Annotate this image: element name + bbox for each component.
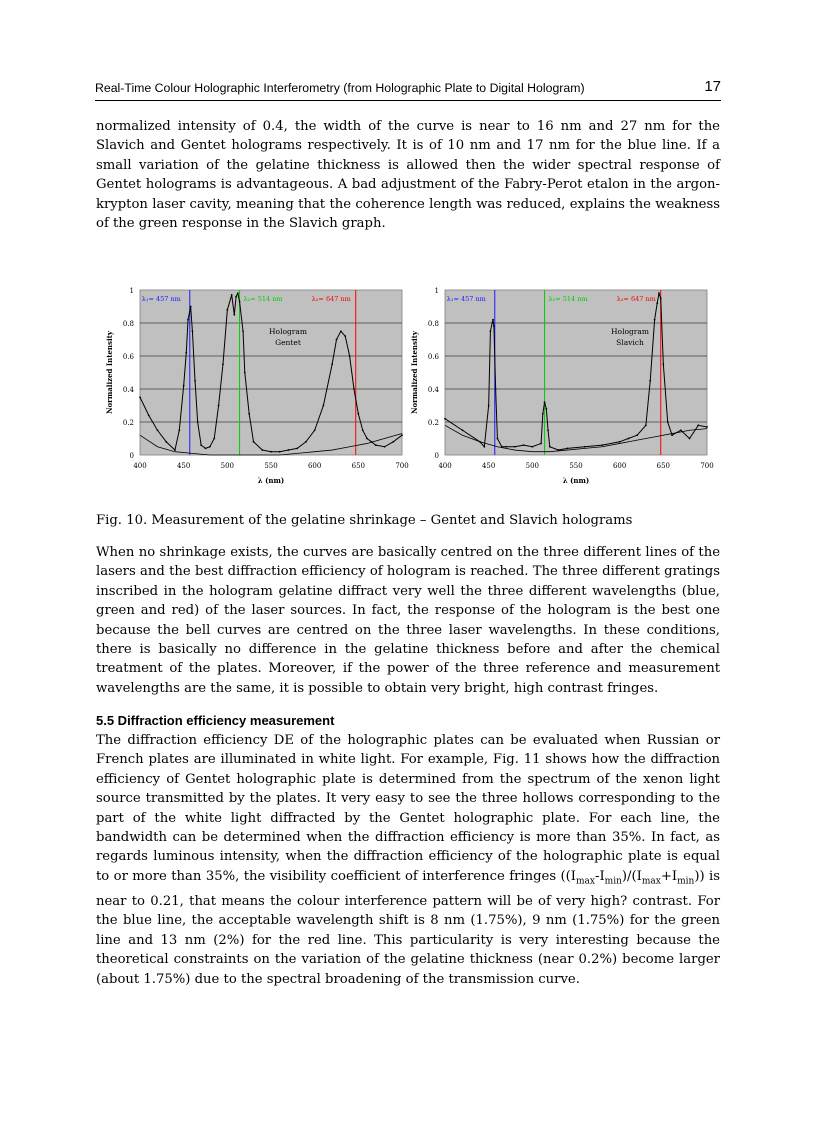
p3-text-e: )) is near to 0.21, that means the colour interference pattern will be of very high? contrast. For the blue line, the acceptable wavelength shift is 8 nm (1.75%), 9 nm (1.75%) for the green line and 13 nm (2%) for the red line. This particularity is very interesting because the theoretical constraints on the variation of the gelatine thickness (near 0.2%) become larger (about 1.75%) due to the spectral broadening of the transmission curve. — [96, 868, 720, 987]
running-header — [95, 78, 721, 101]
laser-label: λ₁= 457 nm — [141, 295, 181, 303]
series-point — [305, 441, 307, 443]
figure-caption: Fig. 10. Measurement of the gelatine shrinkage – Gentet and Slavich holograms — [96, 513, 633, 528]
series-point — [185, 352, 187, 354]
series-point — [178, 429, 180, 431]
sub-min-2: min — [677, 876, 695, 887]
series-point — [488, 405, 490, 407]
y-tick-label: 0 — [434, 452, 439, 460]
series-point — [491, 322, 493, 324]
y-tick-label: 0.8 — [122, 320, 134, 328]
series-point — [248, 413, 250, 415]
y-tick-label: 0.4 — [122, 386, 134, 394]
laser-label: λ₂= 514 nm — [548, 295, 588, 303]
x-tick-label: 600 — [307, 462, 322, 470]
series-point — [187, 319, 189, 321]
chart-slavich — [405, 280, 715, 495]
series-point — [242, 330, 244, 332]
series-point — [336, 339, 338, 341]
series-point — [523, 444, 525, 446]
annotation-line-2: Gentet — [275, 338, 301, 347]
series-point — [222, 363, 224, 365]
series-point — [261, 449, 263, 451]
x-axis-label: λ (nm) — [562, 476, 590, 485]
series-point — [384, 446, 386, 448]
series-point — [531, 446, 533, 448]
series-point — [239, 301, 241, 303]
series-point — [362, 429, 364, 431]
series-point — [697, 424, 699, 426]
series-point — [165, 441, 167, 443]
series-point — [296, 448, 298, 450]
series-point — [209, 446, 211, 448]
series-point — [244, 372, 246, 374]
series-point — [197, 421, 199, 423]
series-point — [157, 429, 159, 431]
series-point — [148, 415, 150, 417]
series-point — [495, 388, 497, 390]
annotation-line-1: Hologram — [611, 327, 649, 336]
sub-min: min — [604, 876, 622, 887]
series-point — [658, 292, 660, 294]
series-point — [183, 385, 185, 387]
series-point — [174, 449, 176, 451]
y-tick-label: 0.2 — [427, 419, 439, 427]
series-point — [667, 421, 669, 423]
series-point — [492, 319, 494, 321]
paragraph-2: When no shrinkage exists, the curves are basically centred on the three different lines of the lasers and the best diffraction efficiency of hologram is reached. The three different gratings inscribed in the hologram gelatine diffract very well the three different wavelengths (blue, green and red) of the laser sources. In fact, the response of the hologram is the best one because the bell curves are centred on the three laser wavelengths. In these conditions, there is basically no difference in the gelatine thickness before and after the chemical treatment of the plates. Moreover, if the power of the three reference and measurement wavelengths are the same, it is possible to obtain very bright, high contrast fringes. — [96, 545, 720, 696]
series-point — [213, 438, 215, 440]
paragraph-1: normalized intensity of 0.4, the width of the curve is near to 16 nm and 27 nm for the Slavich and Gentet holograms respectively. It is of 10 nm and 17 nm for the blue line. If a small variation of the gelatine thickness is allowed then the wider spectral response of Gentet holograms is advantageous. A bad adjustment of the Fabry-Perot etalon in the argon-krypton laser cavity, meaning that the coherence length was reduced, explains the weakness of the green response in the Slavich graph. — [96, 119, 720, 232]
series-point — [344, 335, 346, 337]
series-point — [566, 448, 568, 450]
sub-max-2: max — [641, 876, 661, 887]
series-point — [392, 441, 394, 443]
series-point — [340, 330, 342, 332]
series-point — [349, 355, 351, 357]
series-point — [366, 438, 368, 440]
series-point — [288, 449, 290, 451]
series-point — [357, 413, 359, 415]
x-tick-label: 450 — [481, 462, 496, 470]
x-tick-label: 700 — [700, 462, 714, 470]
series-point — [656, 302, 658, 304]
series-point — [689, 438, 691, 440]
series-point — [680, 429, 682, 431]
x-tick-label: 600 — [612, 462, 627, 470]
series-point — [233, 314, 235, 316]
series-point — [353, 388, 355, 390]
series-point — [200, 444, 202, 446]
series-point — [190, 306, 192, 308]
series-point — [671, 434, 673, 436]
series-point — [706, 426, 708, 428]
p3-text-c: )/(I — [621, 868, 642, 884]
series-point — [493, 325, 495, 327]
laser-label: λ₃= 647 nm — [616, 295, 656, 303]
series-point — [444, 418, 446, 420]
x-tick-label: 550 — [264, 462, 278, 470]
series-point — [323, 405, 325, 407]
y-tick-label: 0.6 — [122, 353, 134, 361]
x-tick-label: 500 — [525, 462, 540, 470]
series-point — [194, 380, 196, 382]
series-point — [279, 451, 281, 453]
annotation-line-2: Slavich — [616, 338, 644, 347]
x-tick-label: 400 — [133, 462, 147, 470]
p3-text-a: The diffraction efficiency DE of the holographic plates can be evaluated when Russian or French plates are illuminated in white light. For example, Fig. 11 shows how the diffraction efficiency of Gentet holographic plate is determined from the spectrum of the xenon light source transmitted by the plates. It very easy to see the three hollows corresponding to the part of the white light diffracted by the Gentet holographic plate. For each line, the bandwidth can be determined when the diffraction efficiency is more than 35%. In fact, as regards luminous intensity, when the diffraction efficiency of the holographic plate is equal to or more than 35%, the visibility coefficient of interference fringes ((I — [96, 733, 720, 884]
x-tick-label: 700 — [395, 462, 409, 470]
y-tick-label: 0 — [129, 452, 134, 460]
x-tick-label: 400 — [438, 462, 452, 470]
x-tick-label: 500 — [220, 462, 235, 470]
series-point — [549, 446, 551, 448]
plot-area — [445, 290, 707, 455]
series-point — [231, 294, 233, 296]
series-point — [584, 446, 586, 448]
series-point — [237, 292, 239, 294]
series-point — [542, 413, 544, 415]
x-tick-label: 650 — [656, 462, 671, 470]
series-point — [497, 438, 499, 440]
series-point — [540, 443, 542, 445]
y-tick-label: 0.2 — [122, 419, 134, 427]
p3-text-b: -I — [595, 868, 605, 884]
y-tick-label: 0.8 — [427, 320, 439, 328]
series-point — [226, 309, 228, 311]
series-point — [619, 441, 621, 443]
series-point — [139, 396, 141, 398]
series-point — [192, 330, 194, 332]
series-point — [514, 446, 516, 448]
sub-max: max — [576, 876, 595, 887]
series-point — [483, 446, 485, 448]
laser-label: λ₂= 514 nm — [243, 295, 283, 303]
paragraph-3 — [96, 731, 720, 989]
series-point — [628, 438, 630, 440]
series-point — [375, 444, 377, 446]
series-point — [645, 424, 647, 426]
series-point — [218, 405, 220, 407]
x-tick-label: 550 — [569, 462, 583, 470]
series-point — [270, 451, 272, 453]
chart-gentet — [100, 280, 410, 495]
series-point — [314, 429, 316, 431]
series-point — [462, 429, 464, 431]
series-point — [601, 444, 603, 446]
series-point — [490, 330, 492, 332]
y-tick-label: 0.6 — [427, 353, 439, 361]
series-point — [331, 363, 333, 365]
p3-text-d: +I — [660, 868, 678, 884]
x-tick-label: 650 — [351, 462, 366, 470]
series-point — [205, 448, 207, 450]
series-point — [662, 363, 664, 365]
series-point — [253, 441, 255, 443]
series-point — [636, 434, 638, 436]
series-point — [505, 446, 507, 448]
y-tick-label: 0.4 — [427, 386, 439, 394]
series-point — [545, 408, 547, 410]
series-point — [660, 297, 662, 299]
x-axis-label: λ (nm) — [257, 476, 285, 485]
series-point — [544, 401, 546, 403]
laser-label: λ₁= 457 nm — [446, 295, 486, 303]
series-point — [235, 296, 237, 298]
series-point — [547, 429, 549, 431]
section-heading: 5.5 Diffraction efficiency measurement — [96, 713, 335, 728]
series-point — [401, 434, 403, 436]
series-point — [654, 319, 656, 321]
x-tick-label: 450 — [176, 462, 191, 470]
page-number: 17 — [704, 78, 721, 95]
y-tick-label: 1 — [129, 287, 134, 295]
laser-label: λ₃= 647 nm — [311, 295, 351, 303]
annotation-line-1: Hologram — [269, 327, 307, 336]
series-point — [649, 380, 651, 382]
y-axis-label: Normalized Intensity — [105, 331, 114, 414]
y-axis-label: Normalized Intensity — [410, 331, 419, 414]
running-title: Real-Time Colour Holographic Interferometry (from Holographic Plate to Digital Hologram) — [95, 81, 585, 95]
y-tick-label: 1 — [434, 287, 439, 295]
